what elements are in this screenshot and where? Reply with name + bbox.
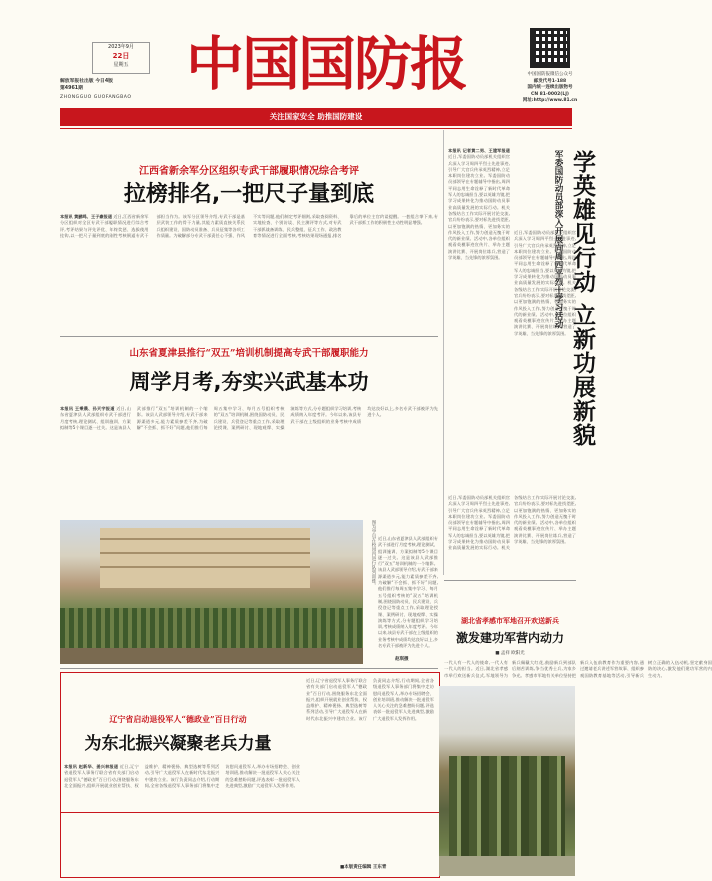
side-text-2: 近日,军委国防动员部机关组织官兵深入学习周四平烈士先进事迹,引导广大官兵传承英烈精神,立足本职岗位建功立业。军委国防动员部领导在专题辅导中指出,周四平同志用生命诠释了新时代革命军人的忠诚担当,要以英雄为镜,把学习成果转化为推动国防动员事业高质量发展的实际行动。机关各级结合工作实际开展讨论交流,官兵纷纷表示,要对标先进找差距,以更加饱满的热情、更加务实的作风投入工作,努力创造无愧于时代的新业绩。活动中,各单位组织观看英模事迹宣传片、举办主题演讲比赛、开展岗位练兵,营造了学英雄、当先锋的浓厚氛围。 [514, 230, 576, 336]
editor-note: ■本版责任编辑 王东青 [340, 865, 387, 870]
story2-headline: 周学月考,夯实兴武基本功 [129, 370, 369, 394]
story3-body-right [306, 678, 434, 862]
qr-caption: 中国国防报微信公众号 [527, 72, 573, 77]
photo1-credit: 赵琪摄 [395, 657, 409, 662]
story2-kicker: 山东省夏津县推行“双五”培训机制提高专武干部履职能力 [129, 348, 369, 359]
reg-line-4: 网址:http://www.81.cn [522, 98, 578, 103]
story4-body [444, 660, 712, 684]
story3-text-right: 近日,辽宁省退役军人事务厅联合省有关部门启动退役军人“德政业”百日行动,围绕服务东北全面振兴,组织开展就业创业帮扶、权益维护、精神褒扬、典型选树等系列活动,引导广大退役军人在新时代东北振兴中建功立业。该厅负责同志介绍,行动期间,全省各级退役军人事务部门将集中走访慰问退役军人,举办专场招聘会、创业培训班,推动解决一批退役军人关心关注的急难愁盼问题,评选表彰一批退役军人先进典型,激励广大退役军人发挥作用。 [306, 678, 434, 721]
issue-weekday: 星期五 [113, 62, 129, 68]
story2-body [60, 406, 438, 514]
story2-byline: 本报讯 王秉晨、孙天宇报道 [60, 406, 115, 411]
story1-kicker: 江西省新余军分区组织专武干部履职情况综合考评 [139, 166, 359, 177]
training-photo [60, 520, 363, 664]
side-headline: 学英雄见行动 立新功展新貌 [569, 150, 596, 448]
story1-body [60, 214, 438, 334]
date-box [92, 42, 150, 74]
story3-byline: 本报讯 赵新华、姜兴林报道 [64, 764, 119, 769]
story2-continued-text: 近日,山东省夏津县人武部组织专武干部进行月度考核,理论测试、组训施训、方案拟制等5个课目逐一过关。这是该县人武部推行“双五”培训机制的一个缩影。该县人武部领导介绍,专武干部来源渠道多元,能力素质参差不齐,为破解“不会抓、抓不好”问题,他们推行每周五集中学习、每月五号组织考核的“双五”培训机制,围绕国防动员、民兵建设、兵役登记等重点工作,采取理论授课、案例研讨、现地观摩、实操演练等方式,分专题组织学习培训,考核成绩纳入年度考评。今年以来,该县专武干部在上级组织的业务考核中成绩均达良好以上,多名专武干部被评为先进个人。 [378, 536, 438, 649]
side-byline: 本报讯 记者黄二男、王建军报道 [448, 148, 510, 153]
story4-headline: 激发建功军营内动力 [455, 631, 564, 645]
story3-headline: 为东北振兴凝聚老兵力量 [84, 734, 272, 754]
story1-byline: 本报讯 黄鹂鸣、王子豪报道 [60, 214, 113, 219]
newspaper-logo: 中国国防报 [186, 30, 467, 98]
story3-kicker: 辽宁省启动退役军人“德政业”百日行动 [109, 714, 247, 724]
side-text: 近日,军委国防动员部机关组织官兵深入学习周四平烈士先进事迹,引导广大官兵传承英烈精神,立足本职岗位建功立业。军委国防动员部领导在专题辅导中指出,周四平同志用生命诠释了新时代革命军人的忠诚担当,要以英雄为镜,把学习成果转化为推动国防动员事业高质量发展的实际行动。机关各级结合工作实际开展讨论交流,官兵纷纷表示,要对标先进找差距,以更加饱满的热情、更加务实的作风投入工作,努力创造无愧于时代的新业绩。活动中,各单位组织观看英模事迹宣传片、举办主题演讲比赛、开展岗位练兵,营造了学英雄、当先锋的浓厚氛围。 [448, 154, 510, 261]
reg-line-3: CN 81-0002(LJ) [531, 91, 569, 97]
story2-text: 近日,山东省夏津县人武部组织专武干部进行月度考核,理论测试、组训施训、方案拟制等5个课目逐一过关。这是该县人武部推行“双五”培训机制的一个缩影。该县人武部领导介绍,专武干部来源渠道多元,能力素质参差不齐,为破解“不会抓、抓不好”问题,他们推行每周五集中学习、每月五号组织考核的“双五”培训机制,围绕国防动员、民兵建设、兵役登记等重点工作,采取理论授课、案例研讨、现地观摩、实操演练等方式,分专题组织学习培训,考核成绩纳入年度考评。今年以来,该县专武干部在上级组织的业务考核中成绩均达良好以上,多名专武干部被评为先进个人。 [60, 406, 438, 430]
pinyin-title: ZHONGGUO GUOFANGBAO [60, 95, 132, 100]
side-body-3 [448, 495, 576, 575]
issue-date-day: 22日 [112, 52, 130, 60]
story3-body [64, 764, 300, 874]
issue-date-month: 2023年9月 [108, 44, 134, 50]
photo1-caption: 图为学员在校园内进行队列训练。 [371, 520, 376, 588]
story4-text: 一代人有一代人的使命,一代人有一代人的担当。近日,湖北省孝感市举行欢送新兵仪式,军地领导为新兵佩戴大红花,鼓励新兵到部队后刻苦训练,争当优秀士兵,为家乡争光。孝感市军地有关单位坚持把新兵入伍前教育作为重要内容,通过邀请老兵讲述军营故事、组织参观国防教育基地等活动,引导新兵树立正确的入伍动机,坚定献身国防的决心,激发他们建功军营的内生动力。 [444, 660, 712, 678]
side-body-2 [514, 230, 576, 490]
story4-byline: ■ 孟祥 欧阳光 [495, 651, 525, 656]
masthead-reg-info [510, 72, 590, 105]
side-subtitle: 军委国防动员部深入开展向周四平烈士学习活动 [553, 150, 563, 329]
side-text-3: 近日,军委国防动员部机关组织官兵深入学习周四平烈士先进事迹,引导广大官兵传承英烈精神,立足本职岗位建功立业。军委国防动员部领导在专题辅导中指出,周四平同志用生命诠释了新时代革命军人的忠诚担当,要以英雄为镜,把学习成果转化为推动国防动员事业高质量发展的实际行动。机关各级结合工作实际开展讨论交流,官兵纷纷表示,要对标先进找差距,以更加饱满的热情、更加务实的作风投入工作,努力创造无愧于时代的新业绩。活动中,各单位组织观看英模事迹宣传片、举办主题演讲比赛、开展岗位练兵,营造了学英雄、当先锋的浓厚氛围。 [448, 495, 576, 551]
slogan-text: 关注国家安全 助推国防建设 [269, 112, 363, 121]
story1-headline: 拉榜排名,一把尺子量到底 [123, 182, 375, 207]
edition-line: 解放军报社出版 今日4版 [60, 79, 113, 84]
recruits-photo [439, 686, 575, 876]
story3-text: 近日,辽宁省退役军人事务厅联合省有关部门启动退役军人“德政业”百日行动,围绕服务东北全面振兴,组织开展就业创业帮扶、权益维护、精神褒扬、典型选树等系列活动,引导广大退役军人在新时代东北振兴中建功立业。该厅负责同志介绍,行动期间,全省各级退役军人事务部门将集中走访慰问退役军人,举办专场招聘会、创业培训班,推动解决一批退役军人关心关注的急难愁盼问题,评选表彰一批退役军人先进典型,激励广大退役军人发挥作用。 [64, 764, 300, 788]
reg-line-1: 邮发代号1-188 [533, 78, 567, 84]
qr-code-icon [530, 28, 570, 68]
issue-number: 第4961期 [60, 86, 83, 91]
reg-line-2: 国内统一连续出版物号 [527, 85, 573, 90]
story2-continued [378, 536, 438, 666]
story4-kicker: 湖北省孝感市军地召开欢送新兵 [461, 616, 559, 625]
story1-text: 近日,江西省新余军分区组织对全区专武干部履职情况进行综合考评,考评结果与评先评优、年终奖惩、选拔使用挂钩,以一把尺子量到底的刚性考核倒逼专武干部担当作为。该军分区领导介绍,专武干部是基层武装工作的骨干力量,其能力素质直接关系民兵组织建设、国防动员准备、兵员征集等各项工作质量。为破解部分专武干部责任心不强、作风不实等问题,他们制定考评细则,采取查阅资料、实地检查、个别访谈、民主测评等方式,对专武干部抓战备训练、民兵整组、征兵工作、政治教育等情况进行全面考核,考核结果现场通报,排名靠后的单位主官约谈提醒。一套组合拳下来,专武干部抓工作的积极性主动性明显增强。 [60, 214, 438, 238]
